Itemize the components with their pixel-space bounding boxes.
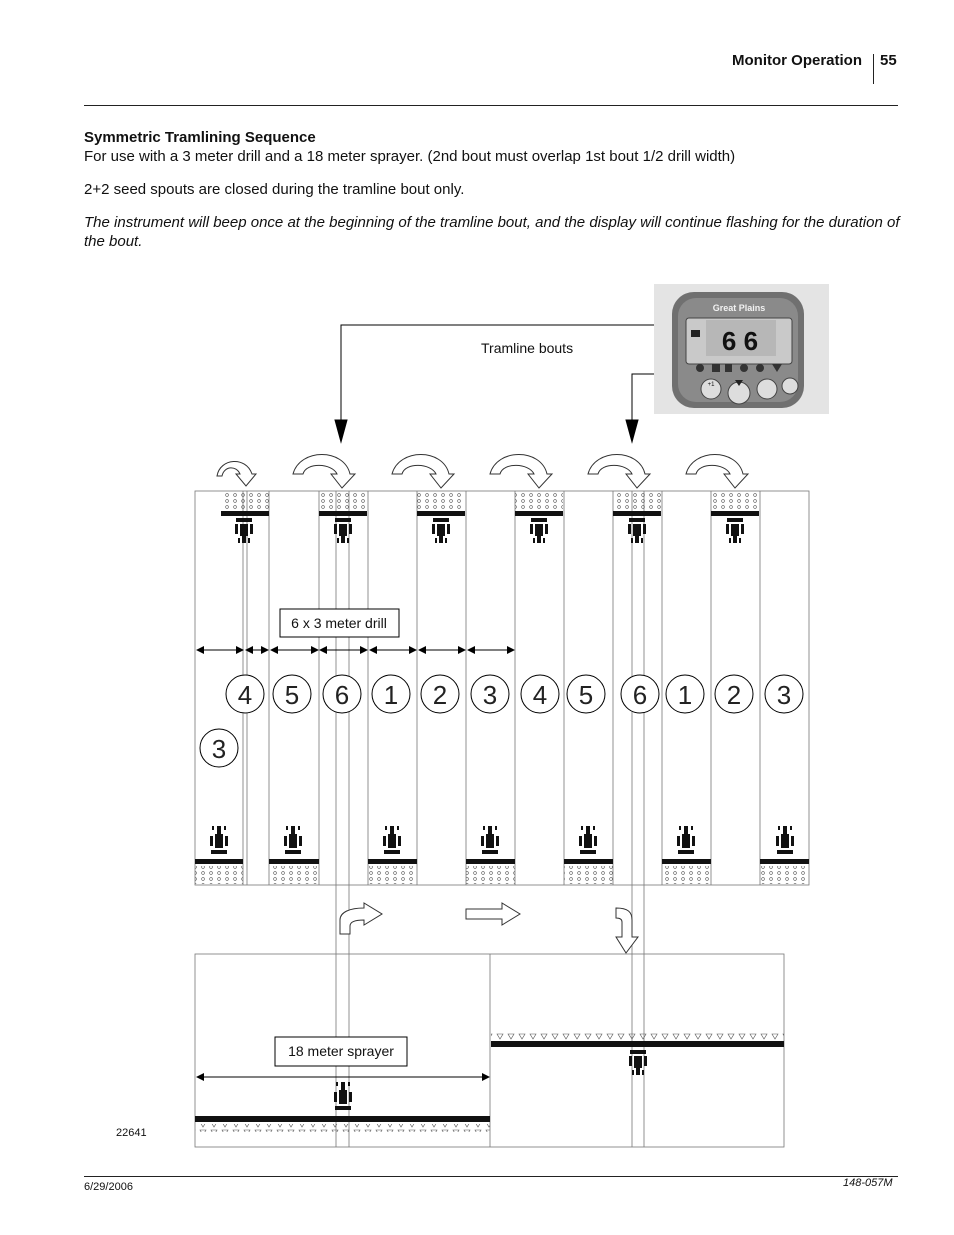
turn-arrows-row bbox=[217, 455, 748, 489]
paragraph-seed-spouts: 2+2 seed spouts are closed during the tramline bout only. bbox=[84, 181, 465, 198]
sequence-number: 2 bbox=[432, 680, 448, 710]
sequence-number: 5 bbox=[578, 680, 594, 710]
footer-date: 6/29/2006 bbox=[84, 1181, 133, 1193]
sequence-number: 4 bbox=[237, 680, 253, 710]
transition-arrows bbox=[340, 903, 638, 953]
paragraph-beep-note: The instrument will beep once at the beginning of the tramline bout, and the display will continue flashing for the duration of the bout. bbox=[84, 214, 900, 250]
drill-units-top bbox=[221, 492, 759, 543]
sequence-number: 3 bbox=[776, 680, 792, 710]
sequence-number: 1 bbox=[677, 680, 693, 710]
footer-rule bbox=[84, 1176, 898, 1177]
sequence-number: 4 bbox=[532, 680, 548, 710]
monitor-reset-button bbox=[757, 379, 777, 399]
monitor-readout: 6 6 bbox=[721, 326, 759, 356]
sequence-number: 2 bbox=[726, 680, 742, 710]
section-title: Symmetric Tramlining Sequence bbox=[84, 129, 316, 146]
tramline-bouts-label: Tramline bouts bbox=[481, 340, 574, 356]
monitor-brand: Great Plains bbox=[712, 303, 766, 313]
sprayer-label: 18 meter sprayer bbox=[288, 1043, 394, 1059]
start-sequence-number: 3 bbox=[211, 734, 227, 764]
sequence-number: 1 bbox=[383, 680, 399, 710]
drill-units-bottom bbox=[195, 826, 809, 884]
header-page-number: 55 bbox=[880, 52, 897, 69]
footer-doc-number: 148-057M bbox=[843, 1177, 893, 1189]
header-section-title: Monitor Operation bbox=[732, 52, 862, 69]
sequence-number: 6 bbox=[632, 680, 648, 710]
sequence-number: 3 bbox=[482, 680, 498, 710]
sequence-number: 5 bbox=[284, 680, 300, 710]
svg-text:+1: +1 bbox=[707, 382, 715, 388]
monitor-display-image bbox=[654, 284, 829, 414]
figure-number: 22641 bbox=[116, 1127, 147, 1139]
monitor-menu-button bbox=[782, 378, 798, 394]
drill-label: 6 x 3 meter drill bbox=[291, 615, 387, 631]
paragraph-drill-sprayer: For use with a 3 meter drill and a 18 meter sprayer. (2nd bout must overlap 1st bout 1/2 drill width) bbox=[84, 148, 736, 165]
sequence-number: 6 bbox=[334, 680, 350, 710]
